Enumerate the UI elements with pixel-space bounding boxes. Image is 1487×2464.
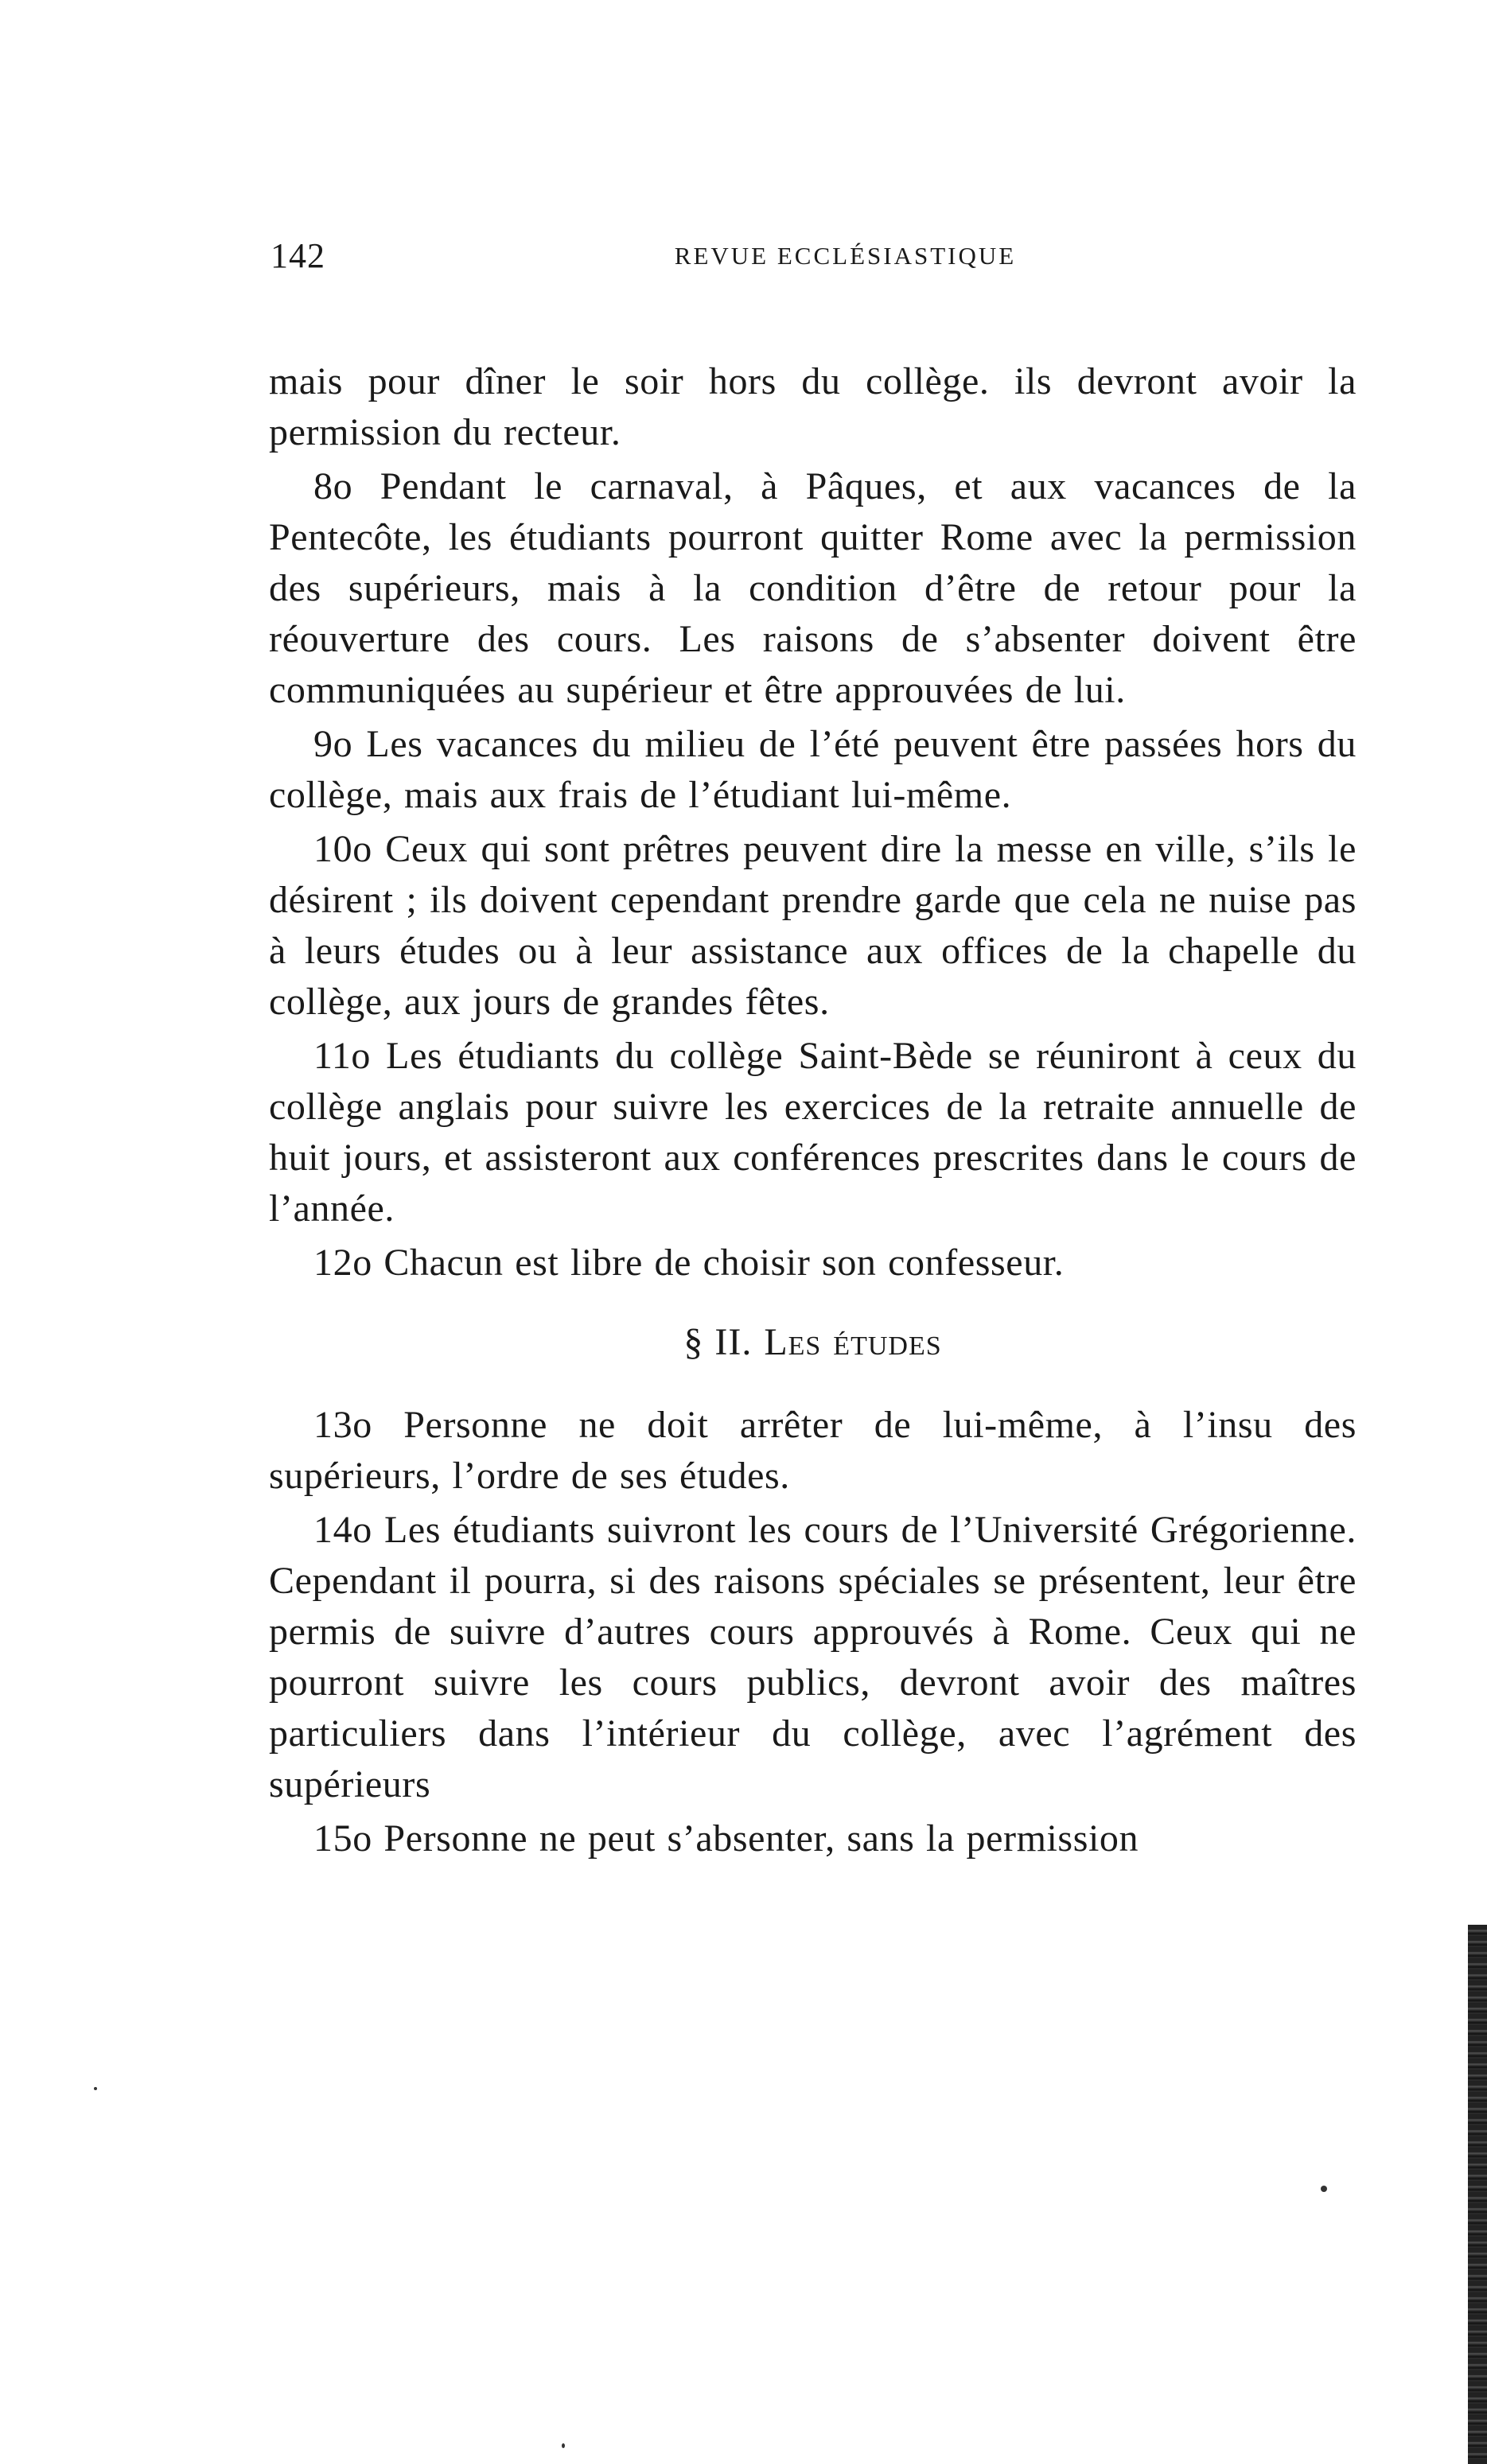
- running-head: [271, 232, 1357, 280]
- page-number: 142: [271, 236, 325, 275]
- body-text: [269, 356, 1357, 1867]
- journal-title: REVUE ECCLÉSIASTIQUE: [674, 242, 1017, 270]
- paragraph-article-15: 15o Personne ne peut s’absenter, sans la permission: [313, 1817, 1139, 1860]
- scan-speck: [562, 2443, 565, 2448]
- section-title: Les études: [764, 1321, 942, 1363]
- paragraph-article-12: 12o Chacun est libre de choisir son confesseur.: [313, 1242, 1065, 1284]
- paragraph-article-14: 14o Les étudiants suivront les cours de l’Université Grégorienne. Cependant il pourra, si des raisons spéciales se présentent, leur être permis de suivre d’autres cours approuvés à Rome. Ceux qui ne pourront suivre les cours publics, devront avoir des maîtres particuliers dans l’intérieur du collège, avec l’agrément des supérieurs: [269, 1509, 1357, 1805]
- section-sign: §: [683, 1321, 704, 1363]
- scan-speck: [1321, 2186, 1327, 2192]
- scan-edge-shadow: [1468, 1925, 1487, 2464]
- paragraph-article-13: 13o Personne ne doit arrêter de lui-même, à l’insu des supérieurs, l’ordre de ses études.: [269, 1404, 1357, 1497]
- paragraph-article-11: 11o Les étudiants du collège Saint-Bède se réuniront à ceux du collège anglais pour suivre les exercices de la retraite annuelle de huit jours, et assisteront aux conférences prescrites dans le cours de l’année.: [269, 1035, 1357, 1230]
- section-number: II.: [714, 1321, 753, 1363]
- paragraph-continuation: mais pour dîner le soir hors du collège. ils devront avoir la permission du recteur.: [269, 360, 1357, 453]
- paragraph-article-9: 9o Les vacances du milieu de l’été peuvent être passées hors du collège, mais aux frais de l’étudiant lui-même.: [269, 723, 1357, 816]
- section-heading: [269, 1317, 1357, 1368]
- paragraph-article-10: 10o Ceux qui sont prêtres peuvent dire la messe en ville, s’ils le désirent ; ils doivent cependant prendre garde que cela ne nuise pas à leurs études ou à leur assistance aux offices de la chapelle du collège, aux jours de grandes fêtes.: [269, 828, 1357, 1023]
- scan-speck: [94, 2087, 97, 2090]
- paragraph-article-8: 8o Pendant le carnaval, à Pâques, et aux vacances de la Pentecôte, les étudiants pourront quitter Rome avec la permission des supérieurs, mais à la condition d’être de retour pour la réouverture des cours. Les raisons de s’absenter doivent être communiquées au supérieur et être approuvées de lui.: [269, 465, 1357, 711]
